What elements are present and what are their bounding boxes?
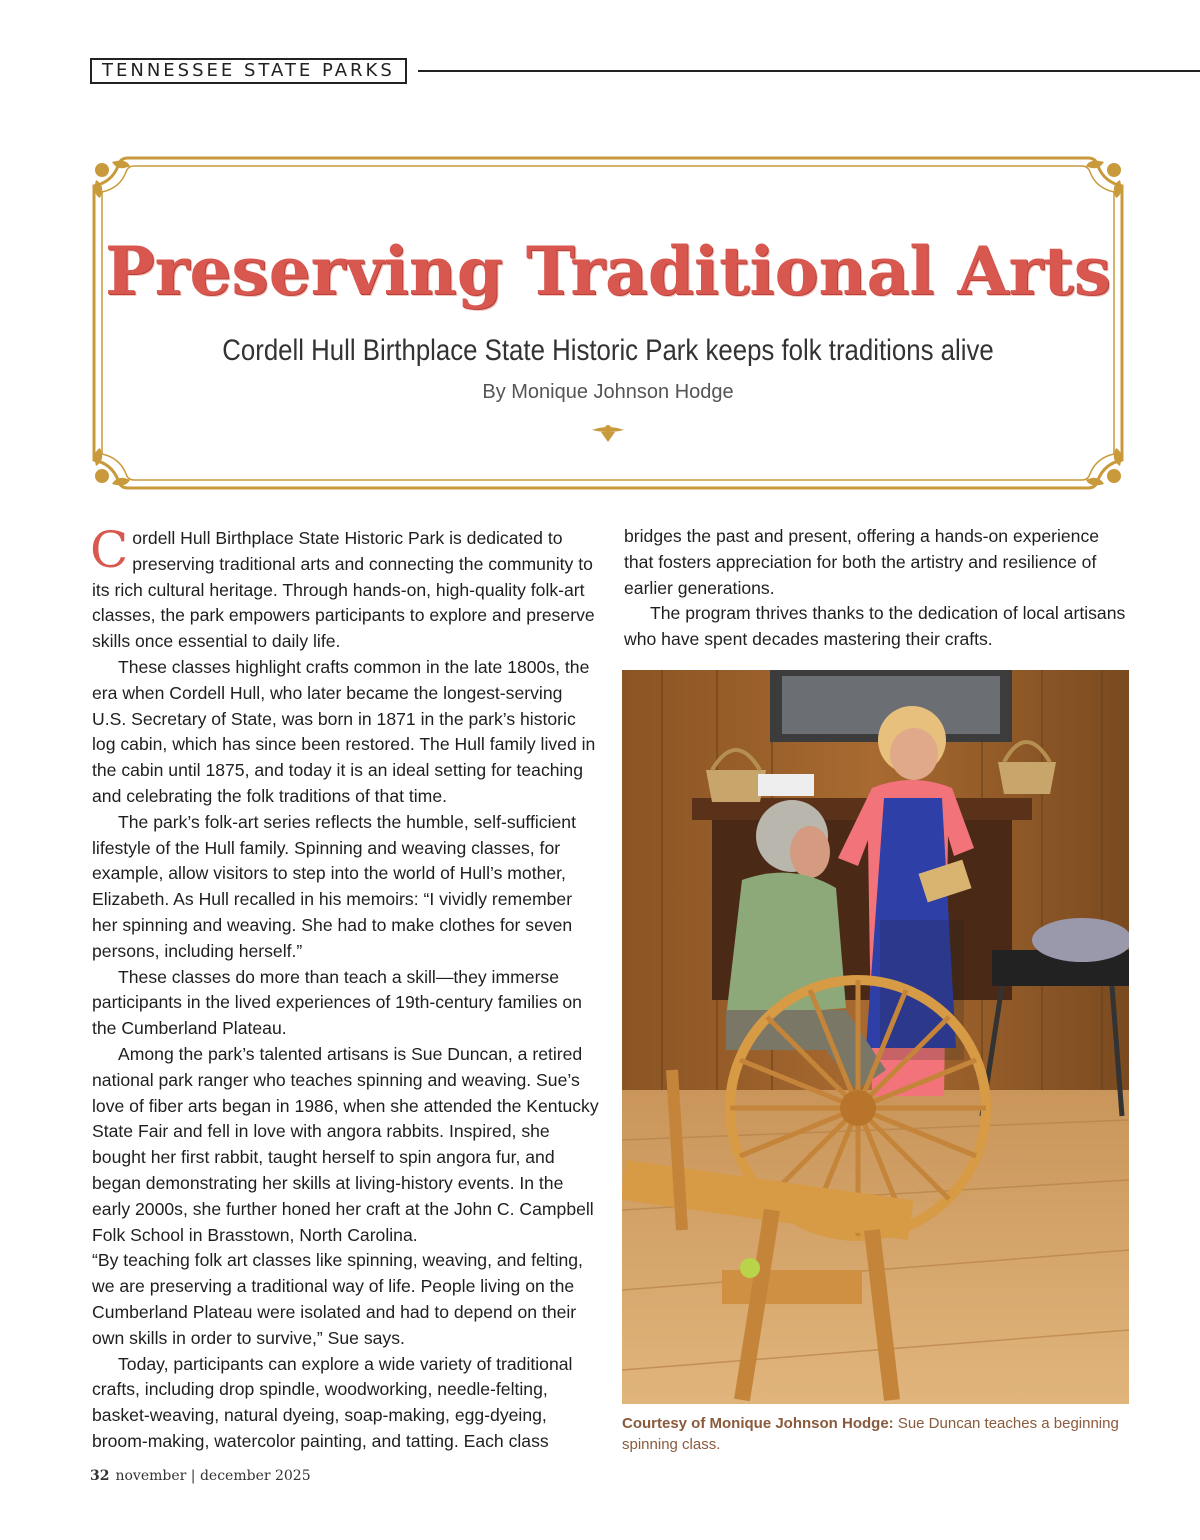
- drop-cap: C: [90, 521, 129, 579]
- spinning-class-photo: [622, 670, 1129, 1404]
- section-rule: [418, 70, 1200, 72]
- article-paragraph: These classes do more than teach a skill—they immerse participants in the lived experiences of 19th-century families on the Cumberland Plateau.: [92, 966, 582, 1039]
- article-paragraph: Today, participants can explore a wide variety of traditional crafts, including drop spindle, woodworking, needle-felting, basket-weaving, natural dyeing, soap-making, egg-dyeing, broom-making, watercolor painting, and tatting. Each class: [92, 1353, 573, 1451]
- caption-text: Sue Duncan teaches a beginning spinning class.: [622, 1415, 1119, 1453]
- article-quote: “By teaching folk art classes like spinning, weaving, and felting, we are preserving a traditional way of life. People living on the Cumberland Plateau were isolated and had to depend on their own skills in order to survive,” Sue says.: [92, 1250, 583, 1348]
- article-column-left: [90, 521, 600, 1455]
- photo-caption: [622, 1413, 1132, 1455]
- article-column-right: [624, 524, 1132, 653]
- article-paragraph: Among the park’s talented artisans is Sue Duncan, a retired national park ranger who teaches spinning and weaving. Sue’s love of fiber arts began in 1986, when she attended the Kentucky State Fair and fell in love with angora rabbits. Inspired, she bought her first rabbit, taught herself to spin angora fur, and began demonstrating her skills at living-history events. In the early 2000s, she further honed her craft at the John C. Campbell Folk School in Brasstown, North Carolina.: [92, 1043, 599, 1245]
- title-frame: [88, 152, 1128, 494]
- article-paragraph: The program thrives thanks to the dedication of local artisans who have spent decades mastering their crafts.: [624, 603, 1126, 650]
- headline: Preserving Traditional Arts: [105, 232, 1111, 310]
- ornamental-frame-icon: [88, 152, 1128, 494]
- article-paragraph: These classes highlight crafts common in the late 1800s, the era when Cordell Hull, who later became the longest-serving U.S. Secretary of State, was born in 1871 in the park’s historic log cabin, which has since been restored. The Hull family lived in the cabin until 1875, and today it is an ideal setting for teaching and celebrating the folk traditions of that time.: [92, 656, 596, 806]
- subtitle: Cordell Hull Birthplace State Historic Park keeps folk traditions alive: [222, 334, 994, 367]
- spinning-wheel-scene-illustration: [622, 670, 1129, 1404]
- article-paragraph: bridges the past and present, offering a hands-on experience that fosters appreciation for both the artistry and resilience of earlier generations.: [624, 526, 1100, 598]
- paragraph-text: ordell Hull Birthplace State Historic Park is dedicated to preserving traditional arts and connecting the community to its rich cultural heritage. Through hands-on, high-quality folk-art classes, the park empowers participants to explore and preserve skills once essential to daily life.: [92, 528, 595, 652]
- photo-credit: Courtesy of Monique Johnson Hodge:: [622, 1415, 894, 1432]
- page-footer: [90, 1468, 311, 1484]
- article-paragraph: The park’s folk-art series reflects the humble, self-sufficient lifestyle of the Hull family. Spinning and weaving classes, for example, allow visitors to step into the world of Hull’s mother, Elizabeth. As Hull recalled in his memoirs: “I vividly remember her spinning and weaving. She had to make clothes for seven persons, including herself.”: [92, 811, 576, 961]
- issue-date: november | december 2025: [115, 1468, 311, 1484]
- byline: By Monique Johnson Hodge: [482, 381, 734, 403]
- article-paragraph: [90, 521, 600, 655]
- section-label: TENNESSEE STATE PARKS: [90, 58, 407, 84]
- page-number: 32: [90, 1468, 110, 1484]
